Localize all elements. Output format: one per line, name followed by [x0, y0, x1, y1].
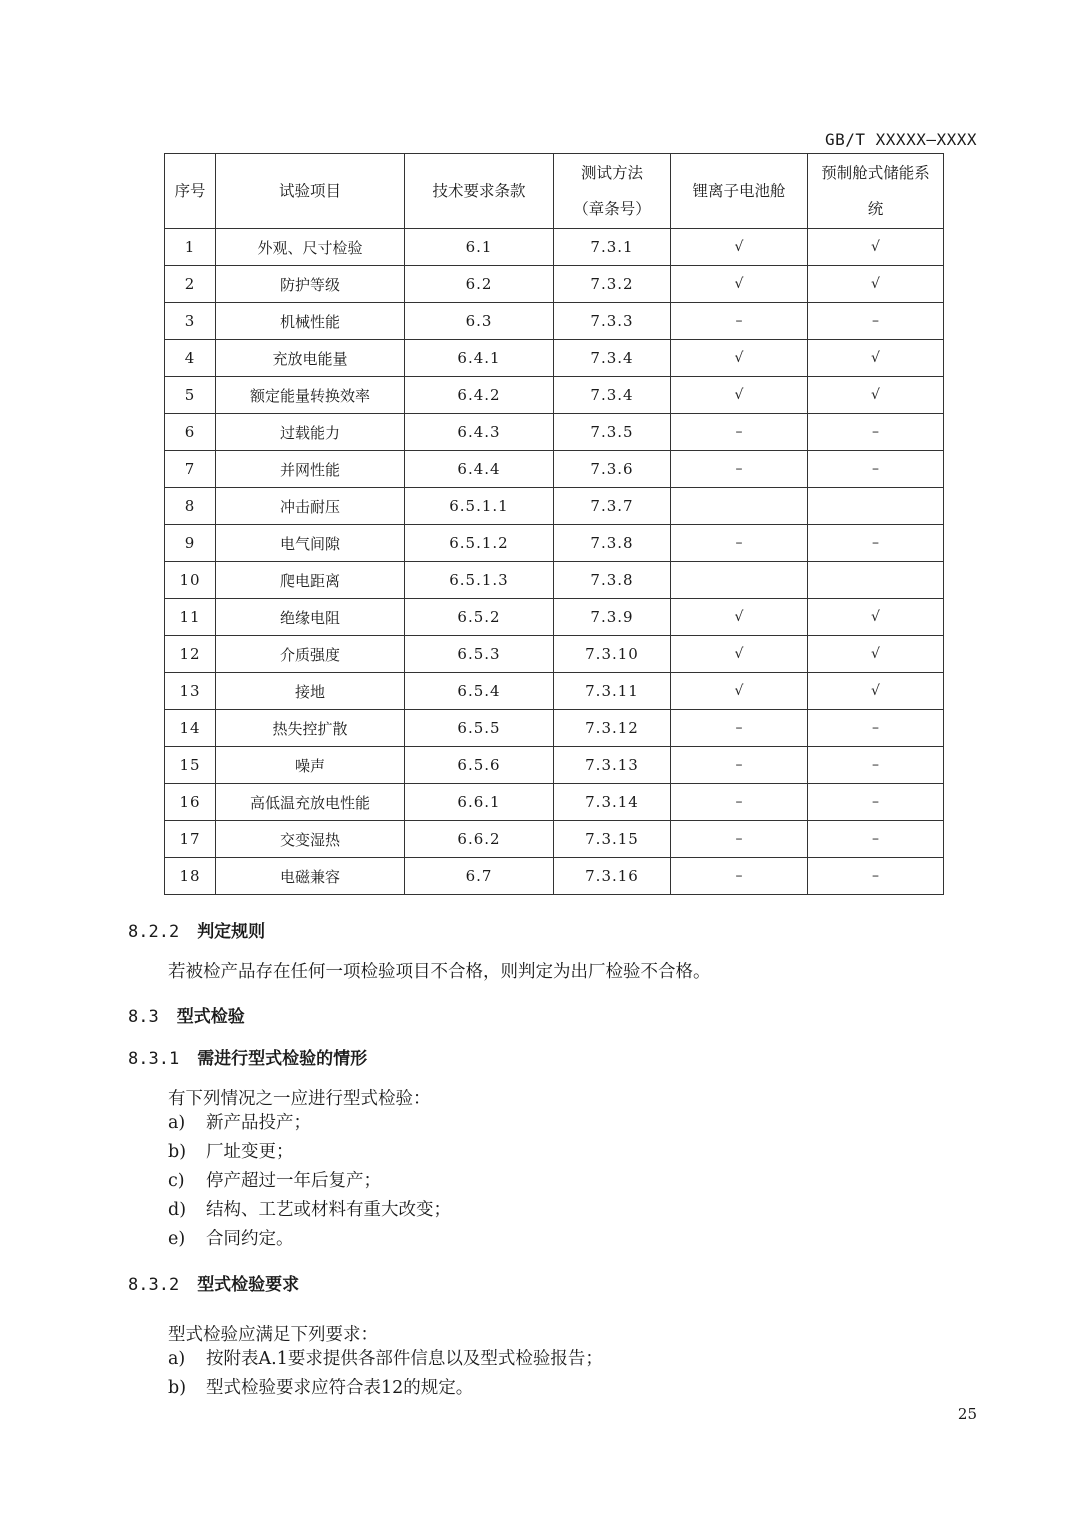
cell-prefab-system — [808, 562, 944, 599]
table-row — [165, 340, 944, 377]
cell-clause: 6.3 — [405, 303, 554, 340]
cell-seq: 3 — [165, 303, 216, 340]
cell-prefab-system — [808, 488, 944, 525]
cell-seq: 2 — [165, 266, 216, 303]
cell-battery-cabin: – — [671, 451, 808, 488]
cell-method: 7.3.3 — [554, 303, 671, 340]
cell-battery-cabin: – — [671, 303, 808, 340]
header-seq: 序号 — [165, 154, 216, 229]
cell-clause: 6.7 — [405, 858, 554, 895]
cell-item: 电气间隙 — [216, 525, 405, 562]
cell-clause: 6.5.1.2 — [405, 525, 554, 562]
list-marker: d) — [168, 1200, 187, 1220]
cell-seq: 16 — [165, 784, 216, 821]
table-row — [165, 747, 944, 784]
cell-item: 热失控扩散 — [216, 710, 405, 747]
cell-battery-cabin: – — [671, 747, 808, 784]
cell-battery-cabin: – — [671, 858, 808, 895]
cell-battery-cabin — [671, 562, 808, 599]
cell-method: 7.3.13 — [554, 747, 671, 784]
header-method-line1: 测试方法 — [580, 164, 643, 182]
cell-item: 噪声 — [216, 747, 405, 784]
cell-prefab-system: – — [808, 303, 944, 340]
header-method-line2: （章条号） — [573, 200, 651, 218]
cell-prefab-system: – — [808, 525, 944, 562]
cell-item: 高低温充放电性能 — [216, 784, 405, 821]
cell-seq: 7 — [165, 451, 216, 488]
section-number: 8.3 — [128, 1007, 159, 1027]
inspection-table — [164, 153, 944, 895]
cell-battery-cabin: – — [671, 784, 808, 821]
list-item — [168, 1374, 603, 1403]
cell-seq: 15 — [165, 747, 216, 784]
cell-method: 7.3.4 — [554, 340, 671, 377]
cell-item: 爬电距离 — [216, 562, 405, 599]
header-battery-cabin: 锂离子电池舱 — [671, 154, 808, 229]
page-number: 25 — [957, 1405, 977, 1423]
table-row — [165, 636, 944, 673]
cell-battery-cabin: √ — [671, 377, 808, 414]
list-marker: b) — [168, 1378, 187, 1398]
section-title: 判定规则 — [197, 922, 266, 942]
cell-seq: 17 — [165, 821, 216, 858]
header-method — [554, 154, 671, 229]
section-8-2-2-heading — [128, 917, 265, 942]
cell-seq: 14 — [165, 710, 216, 747]
cell-method: 7.3.9 — [554, 599, 671, 636]
cell-clause: 6.5.5 — [405, 710, 554, 747]
cell-item: 充放电能量 — [216, 340, 405, 377]
section-number: 8.2.2 — [128, 922, 180, 942]
cell-method: 7.3.7 — [554, 488, 671, 525]
table-row — [165, 525, 944, 562]
cell-seq: 5 — [165, 377, 216, 414]
cell-prefab-system: √ — [808, 636, 944, 673]
list-item-text: 停产超过一年后复产； — [206, 1171, 381, 1191]
cell-prefab-system: √ — [808, 340, 944, 377]
cell-clause: 6.4.3 — [405, 414, 554, 451]
cell-battery-cabin: √ — [671, 340, 808, 377]
cell-prefab-system: √ — [808, 599, 944, 636]
list-item — [168, 1167, 451, 1196]
list-marker: a) — [168, 1113, 186, 1133]
cell-item: 交变湿热 — [216, 821, 405, 858]
cell-clause: 6.1 — [405, 229, 554, 266]
table-row — [165, 858, 944, 895]
cell-method: 7.3.15 — [554, 821, 671, 858]
cell-method: 7.3.8 — [554, 562, 671, 599]
cell-clause: 6.2 — [405, 266, 554, 303]
header-prefab-line2: 统 — [867, 200, 884, 218]
cell-method: 7.3.6 — [554, 451, 671, 488]
section-8-2-2-text: 若被检产品存在任何一项检验项目不合格，则判定为出厂检验不合格。 — [168, 962, 711, 982]
cell-prefab-system: √ — [808, 673, 944, 710]
section-8-3-1-list — [168, 1109, 451, 1254]
cell-seq: 8 — [165, 488, 216, 525]
cell-clause: 6.5.1.3 — [405, 562, 554, 599]
cell-clause: 6.6.2 — [405, 821, 554, 858]
cell-item: 机械性能 — [216, 303, 405, 340]
cell-item: 额定能量转换效率 — [216, 377, 405, 414]
list-item-text: 合同约定。 — [206, 1229, 294, 1249]
section-number: 8.3.2 — [128, 1275, 180, 1295]
list-item — [168, 1196, 451, 1225]
cell-method: 7.3.10 — [554, 636, 671, 673]
list-item — [168, 1345, 603, 1374]
cell-method: 7.3.1 — [554, 229, 671, 266]
table-row — [165, 266, 944, 303]
table-row — [165, 599, 944, 636]
cell-clause: 6.6.1 — [405, 784, 554, 821]
table-row — [165, 229, 944, 266]
cell-item: 防护等级 — [216, 266, 405, 303]
cell-seq: 18 — [165, 858, 216, 895]
cell-prefab-system: – — [808, 451, 944, 488]
cell-method: 7.3.16 — [554, 858, 671, 895]
table-row — [165, 488, 944, 525]
cell-item: 接地 — [216, 673, 405, 710]
header-item: 试验项目 — [216, 154, 405, 229]
section-8-3-2-list — [168, 1345, 603, 1403]
cell-seq: 12 — [165, 636, 216, 673]
cell-prefab-system: – — [808, 784, 944, 821]
section-title: 型式检验要求 — [197, 1275, 300, 1295]
cell-item: 过载能力 — [216, 414, 405, 451]
cell-battery-cabin — [671, 488, 808, 525]
list-marker: b) — [168, 1142, 187, 1162]
table-row — [165, 562, 944, 599]
cell-battery-cabin: √ — [671, 266, 808, 303]
table-row — [165, 451, 944, 488]
cell-battery-cabin: – — [671, 710, 808, 747]
section-8-3-2-intro: 型式检验应满足下列要求： — [168, 1325, 378, 1345]
cell-seq: 1 — [165, 229, 216, 266]
cell-prefab-system: √ — [808, 229, 944, 266]
table-row — [165, 821, 944, 858]
section-8-3-heading — [128, 1002, 245, 1027]
cell-seq: 10 — [165, 562, 216, 599]
cell-seq: 11 — [165, 599, 216, 636]
section-number: 8.3.1 — [128, 1049, 180, 1069]
cell-item: 冲击耐压 — [216, 488, 405, 525]
cell-item: 介质强度 — [216, 636, 405, 673]
cell-clause: 6.4.2 — [405, 377, 554, 414]
cell-battery-cabin: – — [671, 414, 808, 451]
cell-method: 7.3.5 — [554, 414, 671, 451]
cell-battery-cabin: √ — [671, 229, 808, 266]
cell-prefab-system: – — [808, 747, 944, 784]
table-row — [165, 414, 944, 451]
cell-seq: 13 — [165, 673, 216, 710]
table-row — [165, 673, 944, 710]
table-body — [165, 229, 944, 895]
cell-seq: 9 — [165, 525, 216, 562]
list-item-text: 厂址变更； — [206, 1142, 294, 1162]
cell-battery-cabin: – — [671, 525, 808, 562]
header-prefab-system — [808, 154, 944, 229]
header-prefab-line1: 预制舱式储能系 — [821, 164, 930, 182]
cell-prefab-system: – — [808, 710, 944, 747]
list-item — [168, 1109, 451, 1138]
cell-item: 电磁兼容 — [216, 858, 405, 895]
section-8-3-1-intro: 有下列情况之一应进行型式检验： — [168, 1089, 431, 1109]
cell-prefab-system: – — [808, 821, 944, 858]
section-8-3-1-heading — [128, 1044, 367, 1069]
cell-method: 7.3.4 — [554, 377, 671, 414]
cell-clause: 6.5.6 — [405, 747, 554, 784]
cell-item: 绝缘电阻 — [216, 599, 405, 636]
list-item-text: 结构、工艺或材料有重大改变； — [206, 1200, 451, 1220]
cell-clause: 6.4.1 — [405, 340, 554, 377]
header-clause: 技术要求条款 — [405, 154, 554, 229]
section-title: 需进行型式检验的情形 — [197, 1049, 368, 1069]
table-header-row — [165, 154, 944, 229]
cell-method: 7.3.12 — [554, 710, 671, 747]
cell-clause: 6.5.1.1 — [405, 488, 554, 525]
cell-seq: 6 — [165, 414, 216, 451]
table-row — [165, 710, 944, 747]
list-item — [168, 1225, 451, 1254]
list-marker: a) — [168, 1349, 186, 1369]
cell-prefab-system: – — [808, 414, 944, 451]
cell-clause: 6.5.2 — [405, 599, 554, 636]
cell-method: 7.3.11 — [554, 673, 671, 710]
list-item-text: 新产品投产； — [206, 1113, 311, 1133]
table-row — [165, 303, 944, 340]
cell-battery-cabin: √ — [671, 599, 808, 636]
cell-method: 7.3.8 — [554, 525, 671, 562]
table-row — [165, 377, 944, 414]
list-item — [168, 1138, 451, 1167]
cell-method: 7.3.2 — [554, 266, 671, 303]
cell-battery-cabin: √ — [671, 673, 808, 710]
cell-battery-cabin: – — [671, 821, 808, 858]
table-row — [165, 784, 944, 821]
list-item-text: 按附表A.1要求提供各部件信息以及型式检验报告； — [206, 1349, 603, 1369]
cell-item: 并网性能 — [216, 451, 405, 488]
section-8-3-2-heading — [128, 1270, 299, 1295]
cell-battery-cabin: √ — [671, 636, 808, 673]
cell-seq: 4 — [165, 340, 216, 377]
cell-prefab-system: – — [808, 858, 944, 895]
cell-clause: 6.4.4 — [405, 451, 554, 488]
list-marker: e) — [168, 1229, 186, 1249]
list-item-text: 型式检验要求应符合表12的规定。 — [206, 1378, 474, 1398]
cell-prefab-system: √ — [808, 266, 944, 303]
cell-clause: 6.5.4 — [405, 673, 554, 710]
cell-method: 7.3.14 — [554, 784, 671, 821]
cell-clause: 6.5.3 — [405, 636, 554, 673]
list-marker: c) — [168, 1171, 185, 1191]
document-code: GB/T XXXXX—XXXX — [825, 130, 977, 149]
cell-prefab-system: √ — [808, 377, 944, 414]
section-title: 型式检验 — [176, 1007, 245, 1027]
cell-item: 外观、尺寸检验 — [216, 229, 405, 266]
